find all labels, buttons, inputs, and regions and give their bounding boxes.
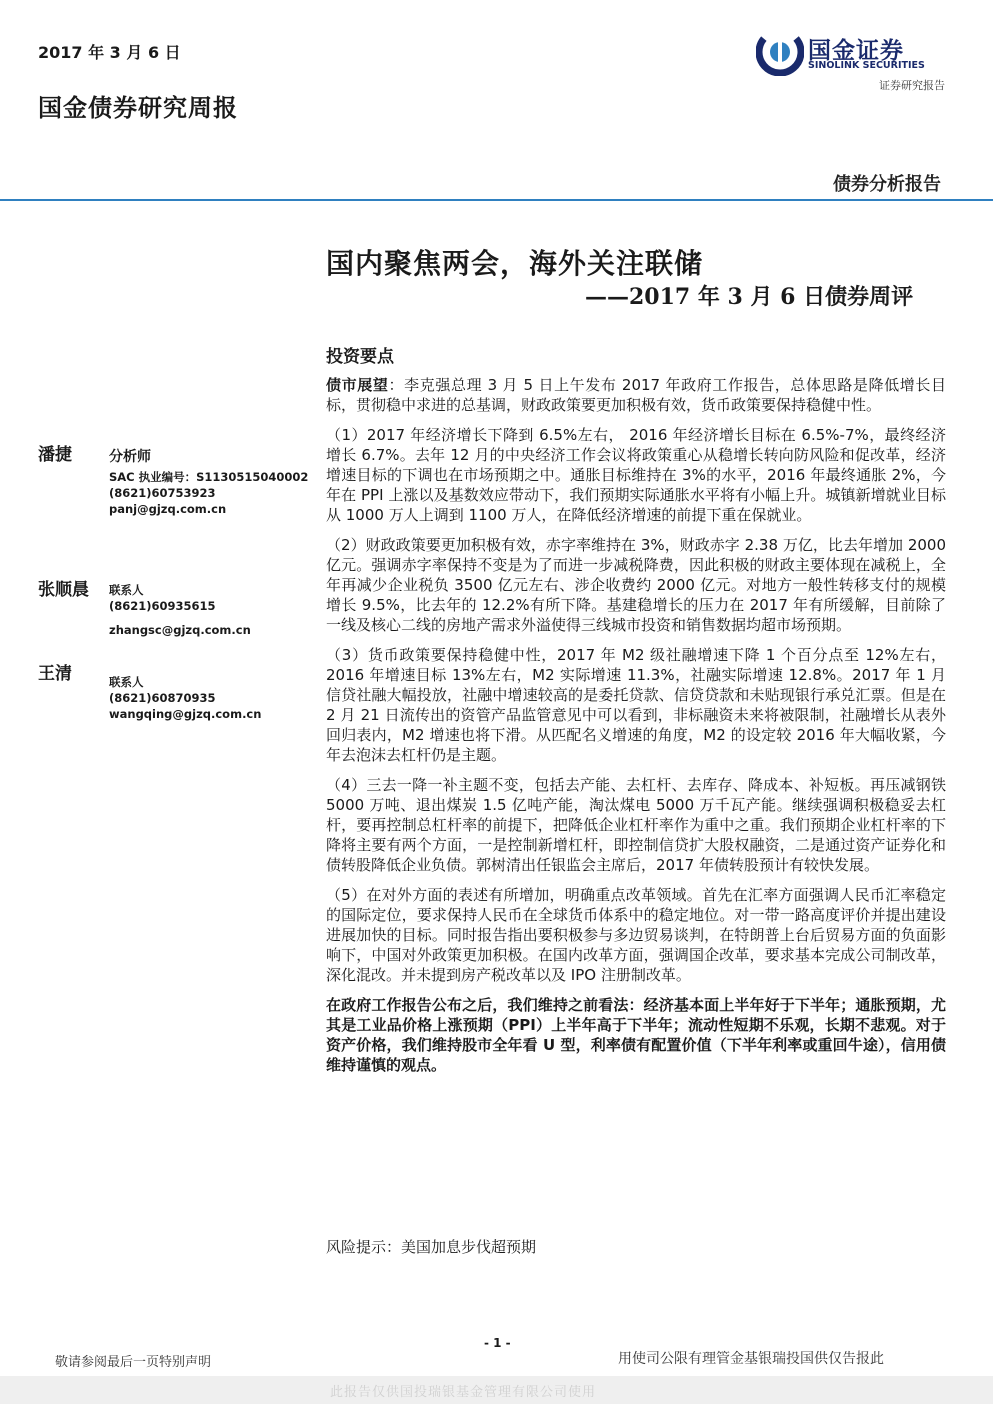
contact-name: 王清 — [38, 664, 72, 684]
contact-email[interactable]: zhangsc@gjzq.com.cn — [109, 623, 251, 637]
report-date: 2017 年 3 月 6 日 — [38, 43, 181, 62]
risk-note: 风险提示：美国加息步伐超预期 — [326, 1238, 537, 1256]
contact-phone: (8621)60870935 — [109, 691, 216, 705]
outlook-text: ：李克强总理 3 月 5 日上午发布 2017 年政府工作报告，总体思路是降低增长目标，贯彻稳中求进的总基调，财政政策要更加积极有效，货币政策要保持稳健中性。 — [326, 376, 946, 414]
report-category: 证券研究报告 — [879, 79, 945, 92]
contact-role: 联系人 — [109, 583, 144, 597]
report-type: 债券分析报告 — [833, 174, 941, 195]
paragraph-1: （1）2017 年经济增长下降到 6.5%左右， 2016 年经济增长目标在 6.5%-7%，最终经济增长 6.7%。去年 12 月的中央经济工作会议将政策重心从稳增长转向防风险和促改革，经济增速目标的下调也在市场预期之中。通胀目标维持在 3%的水平，2016 年最终通胀 2%，今年在 PPI 上涨以及基数效应带动下，我们预期实际通胀水平将有小幅上升。城镇新增就业目标从 1000 万人上调到 1100 万人，在降低经济增速的前提下重在保就业。 — [326, 426, 946, 524]
analyst-email[interactable]: panj@gjzq.com.cn — [109, 502, 227, 516]
analyst-phone: (8621)60753923 — [109, 486, 216, 500]
paragraph-3: （3）货币政策要保持稳健中性，2017 年 M2 级社融增速下降 1 个百分点至 12%左右，2016 年增速目标 13%左右，M2 实际增速 11.3%，社融实际增速 12.8%。2017 年 1 月信贷社融大幅投放，社融中增速较高的是委托贷款、信贷贷款和未贴现银行承兑汇票。但是在 2 月 21 日流传出的资管产品监管意见中可以看到，非标融资未来将被限制，社融增长从表外回归表内，M2 增速也将下滑。从匹配名义增速的角度，M2 的设定较 2016 年大幅收紧，今年去泡沫去杠杆仍是主题。 — [326, 646, 946, 764]
paragraph-5: （5）在对外方面的表述有所增加，明确重点改革领域。首先在汇率方面强调人民币汇率稳定的国际定位，要求保持人民币在全球货币体系中的稳定地位。对一带一路高度评价并提出建设进展加快的目标。同时报告指出要积极参与多边贸易谈判，在特朗普上台后贸易方面的负面影响下，中国对外政策更加积极。在国内改革方面，强调国企改革，要求基本完成公司制改革，深化混改。并未提到房产税改革以及 IPO 注册制改革。 — [326, 886, 946, 984]
paragraph-2: （2）财政政策要更加积极有效，赤字率维持在 3%，财政赤字 2.38 万亿，比去年增加 2000 亿元。强调赤字率保持不变是为了而进一步减税降费，因此积极的财政主要体现在减税上，全年再减少企业税负 3500 亿元左右、涉企收费约 2000 亿元。对地方一般性转移支付的规模增长 9.5%，比去年的 12.2%有所下降。基建稳增长的压力在 2017 年有所缓解，目前除了一线及核心二线的房地产需求外溢使得三线城市投资和销售数据均超市场预期。 — [326, 536, 946, 634]
analyst-role: 分析师 — [109, 449, 151, 465]
page-number: - 1 - — [484, 1336, 511, 1350]
logo-text-cn: 国金证券 — [808, 38, 904, 64]
contact-email[interactable]: wangqing@gjzq.com.cn — [109, 707, 262, 721]
contact-phone: (8621)60935615 — [109, 599, 216, 613]
conclusion-paragraph: 在政府工作报告公布之后，我们维持之前看法：经济基本面上半年好于下半年；通胀预期，尤其是工业品价格上涨预期（PPI）上半年高于下半年；流动性短期不乐观，长期不悲观。对于资产价格，我们维持股市全年看 U 型，利率债有配置价值（下半年利率或重回牛途），信用债维持谨慎的观点。 — [326, 996, 946, 1074]
series-title: 国金债券研究周报 — [38, 94, 238, 122]
usage-note: 用使司公限有理管金基银瑞投国供仅告报此 — [618, 1351, 884, 1367]
watermark-text: 此报告仅供国投瑞银基金管理有限公司使用 — [330, 1385, 597, 1400]
key-points-heading: 投资要点 — [326, 347, 394, 367]
header-divider — [0, 199, 993, 201]
outlook-label: 债市展望 — [326, 376, 389, 394]
sinolink-logo-icon — [756, 28, 804, 76]
logo-text-en: SINOLINK SECURITIES — [808, 60, 925, 71]
contact-name: 张顺晨 — [38, 580, 89, 600]
report-body — [326, 375, 946, 1085]
disclaimer-note: 敬请参阅最后一页特别声明 — [55, 1355, 212, 1370]
contact-role: 联系人 — [109, 675, 144, 689]
analyst-cert: SAC 执业编号：S1130515040002 — [109, 470, 309, 484]
analyst-name: 潘捷 — [38, 445, 72, 465]
main-title: 国内聚焦两会，海外关注联储 — [326, 247, 704, 280]
paragraph-4: （4）三去一降一补主题不变，包括去产能、去杠杆、去库存、降成本、补短板。再压减钢铁 5000 万吨、退出煤炭 1.5 亿吨产能，淘汰煤电 5000 万千瓦产能。继续强调积极稳妥去杠杆，要再控制总杠杆率的前提下，把降低企业杠杆率作为重中之重。我们预期企业杠杆率的下降将主要有两个方面，一是控制新增杠杆，即控制信贷扩大股权融资，二是通过资产证券化和债转股降低企业负债。郭树清出任银监会主席后，2017 年债转股预计有较快发展。 — [326, 776, 946, 874]
outlook-paragraph — [326, 375, 946, 415]
sub-title: ——2017 年 3 月 6 日债券周评 — [585, 284, 914, 310]
company-logo — [756, 28, 946, 78]
